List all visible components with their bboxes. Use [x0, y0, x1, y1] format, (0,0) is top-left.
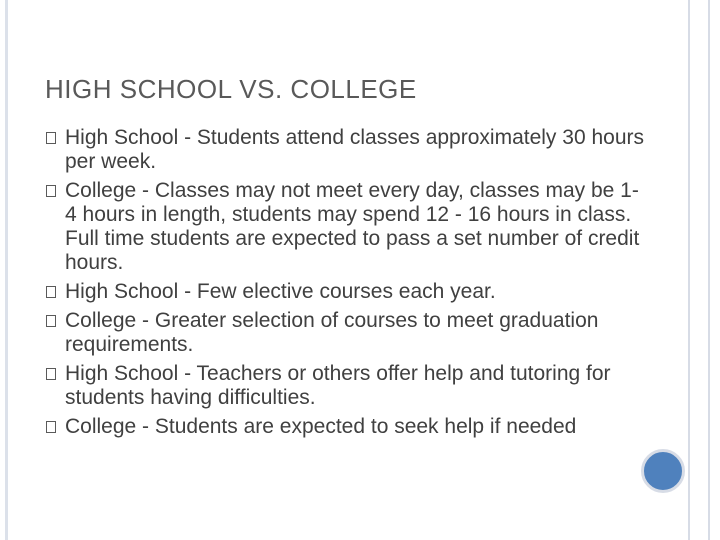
bullet-text: College - Classes may not meet every day, classes may be 1-4 hours in length, students may spend 12 - 16 hours in class. Full time students are expected to pass a set number of credit hours. [65, 179, 640, 274]
slide-title: HIGH SCHOOL VS. COLLEGE [45, 74, 417, 104]
square-bullet-icon [46, 421, 56, 433]
bullet-item [45, 179, 645, 275]
bullet-text: High School - Teachers or others offer help and tutoring for students having difficulties. [65, 362, 611, 409]
bullet-item [45, 415, 645, 439]
square-bullet-icon [46, 132, 56, 144]
square-bullet-icon [46, 185, 56, 197]
left-vertical-rule [5, 0, 8, 540]
bullet-text: High School - Students attend classes approximately 30 hours per week. [65, 126, 644, 173]
bullet-item [45, 126, 645, 174]
circle-decoration [641, 449, 685, 493]
bullet-text: High School - Few elective courses each year. [65, 280, 496, 303]
bullet-item [45, 362, 645, 410]
bullet-text: College - Students are expected to seek help if needed [65, 415, 577, 438]
square-bullet-icon [46, 315, 56, 327]
bullet-text: College - Greater selection of courses to meet graduation requirements. [65, 309, 599, 356]
right-vertical-rule-inner [688, 0, 690, 540]
square-bullet-icon [46, 368, 56, 380]
square-bullet-icon [46, 286, 56, 298]
bullet-list [45, 126, 645, 444]
bullet-item [45, 309, 645, 357]
bullet-item [45, 280, 645, 304]
right-vertical-rule-outer [708, 0, 710, 540]
